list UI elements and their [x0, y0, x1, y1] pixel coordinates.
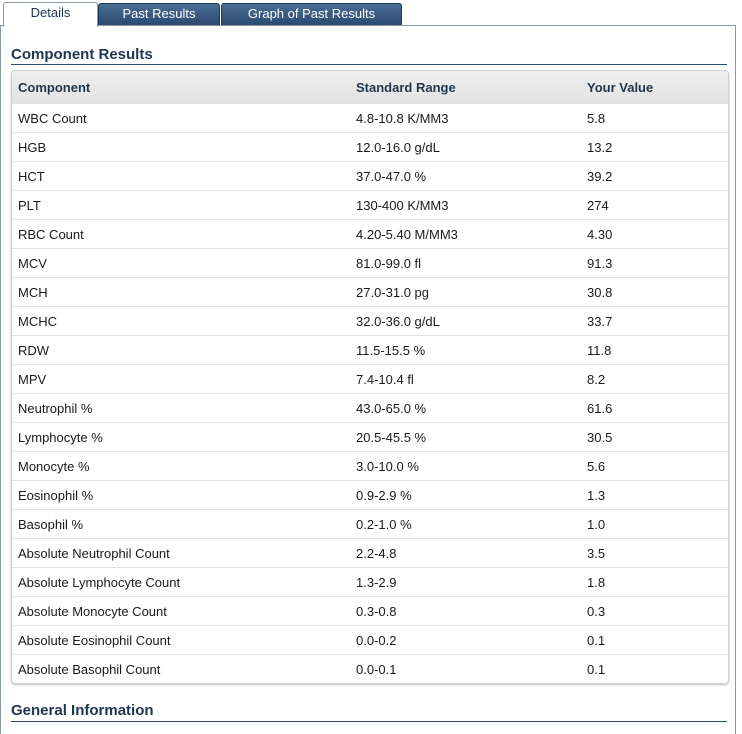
value-cell: 5.6 — [587, 458, 606, 474]
component-results-title: Component Results — [11, 46, 153, 63]
table-row — [12, 451, 728, 480]
component-cell: MCH — [18, 284, 48, 300]
table-row — [12, 248, 728, 277]
table-row — [12, 335, 728, 364]
component-cell: Absolute Eosinophil Count — [18, 632, 171, 648]
range-cell: 0.0-0.2 — [356, 632, 397, 648]
value-cell: 1.8 — [587, 574, 606, 590]
header-your-value: Your Value — [587, 79, 654, 95]
range-cell: 32.0-36.0 g/dL — [356, 313, 440, 329]
component-results-table — [11, 70, 729, 684]
component-cell: Basophil % — [18, 516, 84, 532]
value-cell: 33.7 — [587, 313, 613, 329]
value-cell: 4.30 — [587, 226, 613, 242]
table-row — [12, 306, 728, 335]
component-cell: HGB — [18, 139, 47, 155]
range-cell: 2.2-4.8 — [356, 545, 397, 561]
table-row — [12, 422, 728, 451]
component-cell: Absolute Lymphocyte Count — [18, 574, 181, 590]
component-cell: MCHC — [18, 313, 57, 329]
range-cell: 1.3-2.9 — [356, 574, 397, 590]
table-row — [12, 596, 728, 625]
table-header-row — [12, 71, 728, 103]
table-row — [12, 480, 728, 509]
component-cell: Monocyte % — [18, 458, 90, 474]
component-cell: Lymphocyte % — [18, 429, 103, 445]
value-cell: 11.8 — [587, 342, 612, 358]
component-results-divider — [11, 64, 727, 65]
range-cell: 37.0-47.0 % — [356, 168, 427, 184]
table-row — [12, 509, 728, 538]
tab-bar — [0, 0, 742, 26]
table-body — [12, 103, 728, 683]
component-cell: RDW — [18, 342, 50, 358]
general-information-title: General Information — [11, 702, 154, 719]
header-component: Component — [18, 79, 91, 95]
range-cell: 11.5-15.5 % — [356, 342, 426, 358]
table-row — [12, 277, 728, 306]
tab-details[interactable]: Details — [3, 2, 98, 27]
component-cell: MCV — [18, 255, 47, 271]
table-row — [12, 364, 728, 393]
value-cell: 30.5 — [587, 429, 613, 445]
header-standard-range: Standard Range — [356, 79, 456, 95]
component-cell: Eosinophil % — [18, 487, 94, 503]
value-cell: 5.8 — [587, 110, 606, 126]
range-cell: 7.4-10.4 fl — [356, 371, 414, 387]
range-cell: 12.0-16.0 g/dL — [356, 139, 440, 155]
table-row — [12, 567, 728, 596]
component-cell: WBC Count — [18, 110, 87, 126]
table-row — [12, 103, 728, 132]
range-cell: 4.20-5.40 M/MM3 — [356, 226, 458, 242]
table-row — [12, 538, 728, 567]
table-row — [12, 393, 728, 422]
tab-graph-of-past-results[interactable]: Graph of Past Results — [221, 3, 402, 25]
value-cell: 61.6 — [587, 400, 613, 416]
component-cell: Absolute Monocyte Count — [18, 603, 167, 619]
component-cell: Absolute Neutrophil Count — [18, 545, 170, 561]
table-row — [12, 654, 728, 683]
value-cell: 274 — [587, 197, 609, 213]
range-cell: 27.0-31.0 pg — [356, 284, 430, 300]
table-row — [12, 625, 728, 654]
value-cell: 30.8 — [587, 284, 613, 300]
tab-past-results[interactable]: Past Results — [98, 3, 220, 25]
range-cell: 81.0-99.0 fl — [356, 255, 422, 271]
value-cell: 13.2 — [587, 139, 613, 155]
component-cell: HCT — [18, 168, 45, 184]
component-cell: Absolute Basophil Count — [18, 661, 161, 677]
value-cell: 0.1 — [587, 632, 606, 648]
component-cell: MPV — [18, 371, 47, 387]
range-cell: 130-400 K/MM3 — [356, 197, 449, 213]
table-row — [12, 161, 728, 190]
value-cell: 39.2 — [587, 168, 613, 184]
component-cell: RBC Count — [18, 226, 84, 242]
value-cell: 3.5 — [587, 545, 606, 561]
general-information-divider — [11, 721, 727, 722]
range-cell: 0.3-0.8 — [356, 603, 397, 619]
value-cell: 1.0 — [587, 516, 606, 532]
table-row — [12, 190, 728, 219]
value-cell: 91.3 — [587, 255, 613, 271]
value-cell: 8.2 — [587, 371, 606, 387]
value-cell: 1.3 — [587, 487, 606, 503]
range-cell: 0.0-0.1 — [356, 661, 397, 677]
value-cell: 0.3 — [587, 603, 606, 619]
value-cell: 0.1 — [587, 661, 606, 677]
table-row — [12, 132, 728, 161]
range-cell: 20.5-45.5 % — [356, 429, 427, 445]
range-cell: 3.0-10.0 % — [356, 458, 419, 474]
range-cell: 0.2-1.0 % — [356, 516, 412, 532]
range-cell: 43.0-65.0 % — [356, 400, 427, 416]
table-row — [12, 219, 728, 248]
range-cell: 0.9-2.9 % — [356, 487, 412, 503]
range-cell: 4.8-10.8 K/MM3 — [356, 110, 449, 126]
component-cell: Neutrophil % — [18, 400, 93, 416]
component-cell: PLT — [18, 197, 41, 213]
